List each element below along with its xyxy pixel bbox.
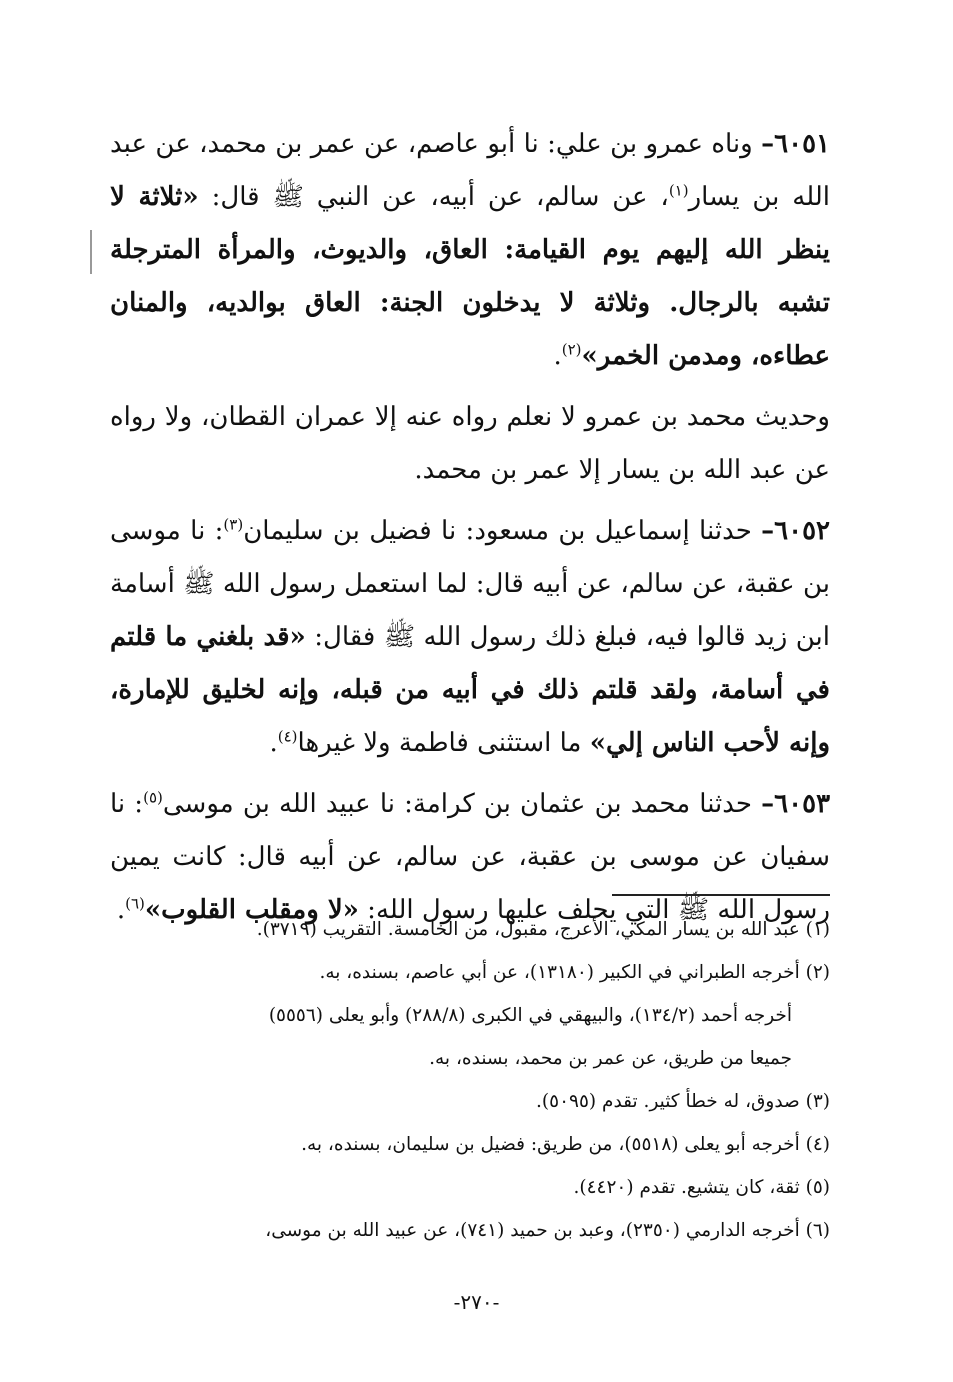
hadith-number: ٦٠٥٢– [761,516,830,546]
footnotes [120,908,830,1252]
isnad-text: حدثنا إسماعيل بن مسعود: نا فضيل بن سليمان [243,516,752,546]
margin-mark [90,230,92,274]
isnad-text: ، عن سالم، عن أبيه، عن النبي ﷺ قال: [198,182,669,212]
hadith-6052 [110,505,830,770]
period: . [553,341,562,371]
footnote-1: (١) عبد الله بن يسار المكي، الأعرج، مقبول، من الخامسة. التقريب (٣٧١٩). [256,919,830,940]
isnad-text: وناه عمرو بن علي: نا أبو عاصم، عن عمر بن محمد، عن عبد الله بن يسار [110,129,830,212]
footnote-3: (٣) صدوق، له خطأ كثير. تقدم (٥٠٩٥). [536,1091,830,1112]
period: . [269,728,278,758]
footnote-6: (٦) أخرجه الدارمي (٢٣٥٠)، وعبد بن حميد (٧٤١)، عن عبيد الله بن موسى، [265,1220,830,1241]
comment-paragraph [110,391,830,497]
comment-text: وحديث محمد بن عمرو لا نعلم رواه عنه إلا عمران القطان، ولا رواه عن عبد الله بن يسار إلا عمر بن محمد. [110,402,830,485]
isnad-text: : نا سفيان عن موسى بن عقبة، عن سالم، عن أبيه قال: كانت يمين رسول الله ﷺ التي يحلف عليها رسول الله: [110,789,830,925]
hadith-number: ٦٠٥٣– [761,789,831,819]
footnote-2-continued: جميعا من طريق، عن عمر بن محمد، بسنده، به. [429,1048,792,1069]
footnote-ref: (٦) [125,894,145,913]
isnad-text: : نا موسى بن عقبة، عن سالم، عن أبيه قال: لما استعمل رسول الله ﷺ أسامة ابن زيد قالوا فيه، فبلغ ذلك رسول الله ﷺ فقال: [110,516,831,652]
main-text-block [110,118,830,945]
page-number: -٢٧٠- [453,1290,500,1314]
footnote-ref: (٤) [277,727,298,746]
footnote-ref: (٥) [143,788,163,807]
footnote-ref: (٣) [223,515,244,534]
isnad-text: حدثنا محمد بن عثمان بن كرامة: نا عبيد الله بن موسى [162,789,753,819]
footnote-4: (٤) أخرجه أبو يعلى (٥٥١٨)، من طريق: فضيل بن سليمان، بسنده، به. [301,1134,830,1155]
hadith-6051 [110,118,830,383]
matn-text: «لا ومقلب القلوب» [144,895,359,925]
period: . [116,895,126,925]
matn-text: «قد بلغني ما قلتم في أسامة، ولقد قلتم ذلك في أبيه من قبله، وإنه لخليق للإمارة، وإنه لأحب الناس إلي» [110,622,830,758]
matn-text: «ثلاثة لا ينظر الله إليهم يوم القيامة: العاق، والديوث، والمرأة المترجلة تشبه بالرجال. وثلاثة لا يدخلون الجنة: العاق بوالديه، والمنان عطاءه، ومدمن الخمر» [110,182,830,371]
after-text: ما استثنى فاطمة ولا غيرها [297,728,590,758]
hadith-number: ٦٠٥١– [761,129,830,159]
footnote-separator [612,894,830,896]
footnote-2: (٢) أخرجه الطبراني في الكبير (١٣١٨٠)، عن أبي عاصم، بسنده، به. [319,962,830,983]
footnote-5: (٥) ثقة، كان يتشيع. تقدم (٤٤٢٠). [573,1177,830,1198]
footnote-ref: (٢) [561,340,582,359]
footnote-ref: (١) [668,181,689,200]
footnote-2-continued: أخرجه أحمد (١٣٤/٢)، والبيهقي في الكبرى (٢٨٨/٨) وأبو يعلى (٥٥٥٦) [268,1005,792,1026]
